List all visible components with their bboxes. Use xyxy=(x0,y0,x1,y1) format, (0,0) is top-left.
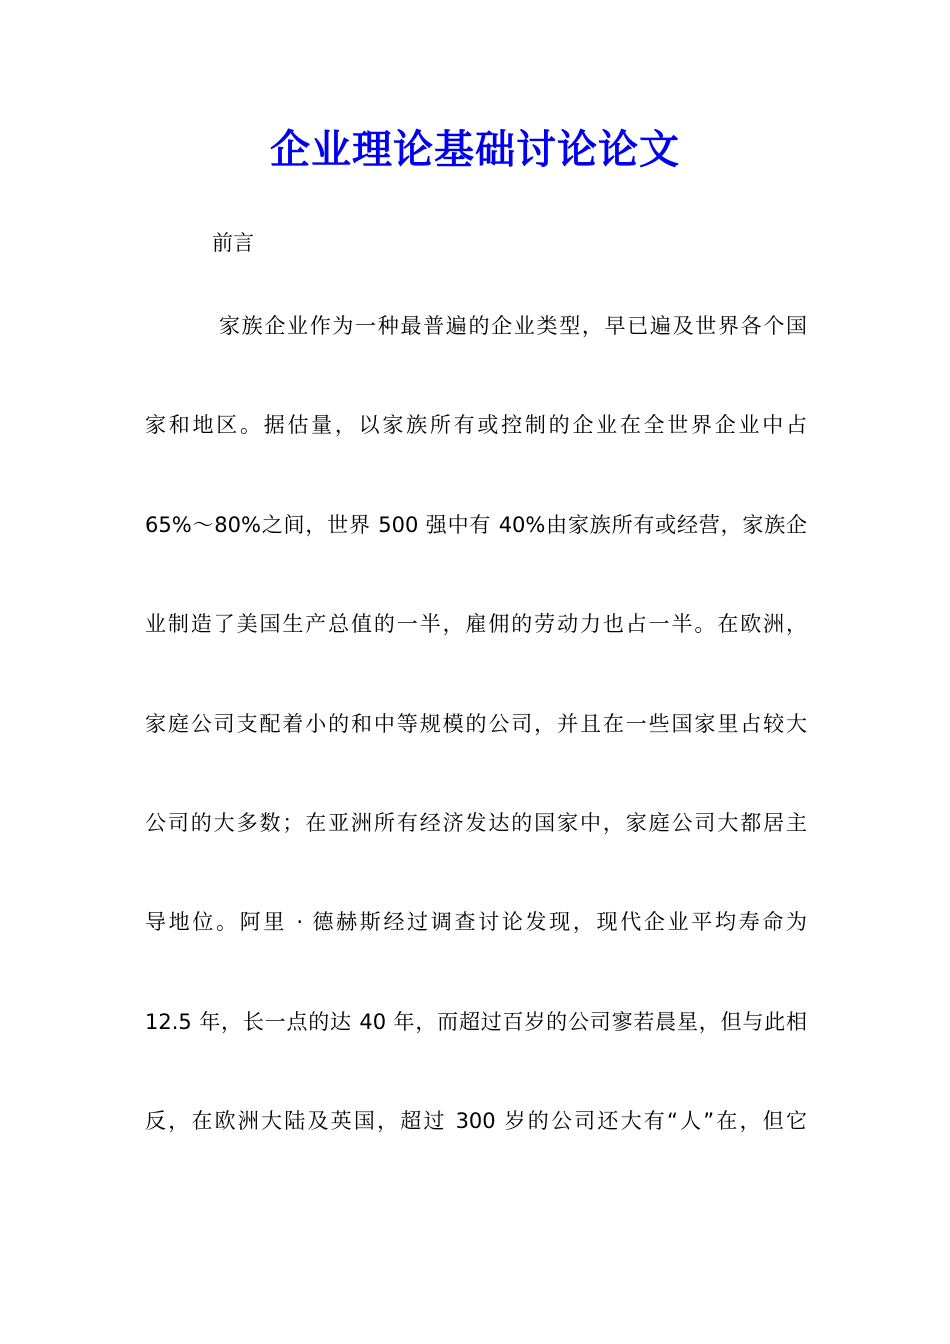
body-paragraph xyxy=(145,293,807,1188)
paragraph-line: 业制造了美国生产总值的一半，雇佣的劳动力也占一半。在欧洲， xyxy=(145,612,807,637)
paragraph-line: 65%～80%之间，世界 500 强中有 40%由家族所有或经营，家族企 xyxy=(145,512,807,537)
section-heading-preface: 前言 xyxy=(212,231,254,255)
paragraph-line: 反，在欧洲大陆及英国，超过 300 岁的公司还大有“人”在，但它 xyxy=(145,1109,807,1134)
paragraph-line: 12.5 年，长一点的达 40 年，而超过百岁的公司寥若晨星，但与此相 xyxy=(145,1009,807,1034)
paragraph-line: 家和地区。据估量，以家族所有或控制的企业在全世界企业中占 xyxy=(145,413,807,438)
paragraph-line: 家庭公司支配着小的和中等规模的公司，并且在一些国家里占较大 xyxy=(145,711,807,736)
paragraph-line: 导地位。阿里 · 德赫斯经过调查讨论发现，现代企业平均寿命为 xyxy=(145,910,807,935)
document-title: 企业理论基础讨论论文 xyxy=(270,126,680,173)
paragraph-line: 公司的大多数；在亚洲所有经济发达的国家中，家庭公司大都居主 xyxy=(145,810,807,835)
paragraph-line: 家族企业作为一种最普遍的企业类型，早已遍及世界各个国 xyxy=(219,314,807,338)
